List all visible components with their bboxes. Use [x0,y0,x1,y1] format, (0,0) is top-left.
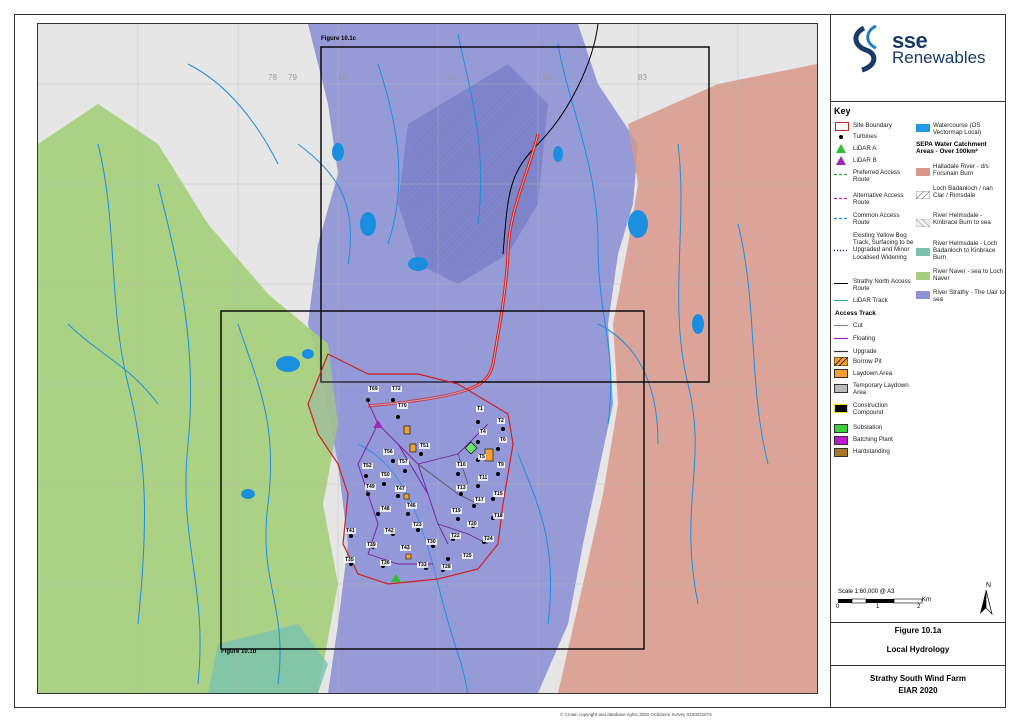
turbine-label: T22 [451,533,460,539]
scale-tick: 1 [876,604,880,610]
svg-text:80: 80 [338,73,347,82]
turbine-label: T51 [420,443,429,449]
turbine-label: T30 [427,539,436,545]
turbine-label: T46 [407,503,416,509]
helmsdale-kinbrace-hatch-icon [916,219,930,227]
key-item: River Helmsdale - Loch Badanloch to Kinbrace Burn [933,240,998,262]
key-divider [830,101,1006,102]
key-item: Turbines [853,133,877,140]
copyright-text: © Crown copyright and database rights 2020 Ordnance Survey 0100031673 [560,712,712,717]
turbine-label: T48 [381,506,390,512]
turbine-label: T4 [480,429,486,435]
turbine-label: T69 [369,386,378,392]
turbine-label: T42 [385,528,394,534]
yellow-bog-track-icon [834,249,848,252]
key-item: Strathy North Access Route [853,278,911,293]
project-name: Strathy South Wind Farm [870,674,966,683]
figure-number: Figure 10.1a [894,626,942,635]
turbine-label: T23 [413,522,422,528]
turbine-label: T57 [399,459,408,465]
svg-text:78: 78 [268,73,277,82]
key-item: Existing Yellow Bog Track, Surfacing to be Upgraded and Minor Localised Widening [853,232,914,261]
brand-line2: Renewables [892,48,986,67]
key-item: Hardstanding [853,448,890,455]
scale-text: Scale 1:60,000 @ A3 [838,589,895,595]
turbine-label: T20 [468,521,477,527]
turbine-label: T13 [457,485,466,491]
borrow-pit-icon [834,357,848,366]
temporary-laydown-icon [834,384,848,393]
turbine-label: T43 [401,545,410,551]
construction-compound-icon [834,404,848,413]
turbine-label: T19 [452,508,461,514]
turbine-label: T9 [498,462,504,468]
map-svg [38,24,817,693]
turbine-label: T33 [418,562,427,568]
key-item: Common Access Route [853,212,900,227]
strathy-fill-icon [916,291,930,299]
loch-badanloch-hatch-icon [916,191,930,199]
upgrade-line-icon [834,350,848,353]
alternative-access-icon [834,197,848,200]
substation-icon [834,424,848,433]
turbine-label: T18 [494,513,503,519]
turbine-label: T5 [479,454,485,460]
batching-plant-icon [834,436,848,445]
turbine-label: T2 [498,418,504,424]
key-item: Alternative Access Route [853,192,904,207]
key-item: Watercourse (OS Vectormap Local) [933,122,982,137]
report-name: EIAR 2020 [898,686,938,695]
turbine-label: T11 [479,475,488,481]
north-label: N [986,582,992,589]
svg-text:81: 81 [448,73,457,82]
svg-text:82: 82 [543,73,552,82]
key-item: LiDAR A [853,145,877,152]
turbine-label: T17 [475,497,484,503]
key-item: River Helmsdale - Kinbrace Burn to sea [933,212,991,227]
turbine-label: T52 [363,463,372,469]
scale-unit: Km [922,597,931,603]
turbine-label: T15 [494,491,503,497]
turbine-label: T70 [398,403,407,409]
key-item: Loch Badanloch / nan Clar / Rimsdale [933,185,993,200]
scale-bar [838,598,924,604]
common-access-icon [834,217,848,220]
halladale-fill-icon [916,168,930,176]
turbine-label: T56 [384,449,393,455]
key-item: Construction Compound [853,402,888,417]
site-boundary-icon [835,122,849,131]
scale-tick: 2 [917,604,921,610]
lidar-track-icon [834,299,848,302]
key-item: River Naver - sea to Loch Naver [933,268,1004,283]
turbine-label: T47 [396,486,405,492]
svg-text:83: 83 [638,73,647,82]
key-item: LiDAR B [853,157,877,164]
strathy-north-route-icon [834,282,848,285]
turbine-label: T28 [442,564,451,570]
hardstanding-icon [834,448,848,457]
title-divider [830,665,1006,666]
turbine-label: T49 [366,484,375,490]
key-item: River Strathy - The Uair to sea [933,289,1005,304]
key-item: Batching Plant [853,436,893,443]
turbine-label: T35 [345,557,354,563]
key-item: Halladale River - d/s Forsinain Burn [933,163,989,178]
watercourse-icon [916,124,930,132]
preferred-access-icon [834,173,848,176]
turbine-label: T36 [381,560,390,566]
map-canvas[interactable] [37,23,818,694]
key-item: Cut [853,322,863,329]
brand-line1: sse [892,28,928,53]
key-item: LiDAR Track [853,297,888,304]
scale-tick: 0 [836,604,840,610]
key-item: Borrow Pit [853,358,882,365]
access-heading: Access Track [835,310,876,317]
figure-10-1b-label: Figure 10.1b [221,649,257,655]
turbine-label: T50 [381,472,390,478]
key-title: Key [834,106,851,116]
laydown-area-icon [834,369,848,378]
turbine-label: T1 [477,406,483,412]
floating-line-icon [834,337,848,340]
key-item: Site Boundary [853,122,892,129]
key-item: Laydown Area [853,370,893,377]
figure-title: Local Hydrology [886,645,950,654]
key-item: Preferred Access Route [853,169,901,184]
turbine-label: T25 [463,553,472,559]
turbine-label: T72 [392,386,401,392]
north-arrow-icon [976,588,996,616]
helmsdale-loch-fill-icon [916,248,930,256]
key-item: Temporary Laydown Area [853,382,909,397]
figure-10-1c-label: Figure 10.1c [321,36,357,42]
turbine-label: T6 [500,437,506,443]
lidar-b-icon [836,156,846,165]
key-item: Floating [853,335,876,342]
lidar-a-icon [836,144,846,153]
naver-fill-icon [916,272,930,280]
turbine-label: T10 [457,462,466,468]
turbine-label: T41 [346,528,355,534]
cut-line-icon [834,324,848,327]
key-item: Upgrade [853,348,877,355]
turbine-icon [839,135,843,139]
turbine-label: T39 [367,542,376,548]
sepa-heading: SEPA Water Catchment Areas - Over 100km² [916,141,987,155]
turbine-label: T24 [484,536,493,542]
key-item: Substation [853,424,883,431]
svg-text:79: 79 [288,73,297,82]
